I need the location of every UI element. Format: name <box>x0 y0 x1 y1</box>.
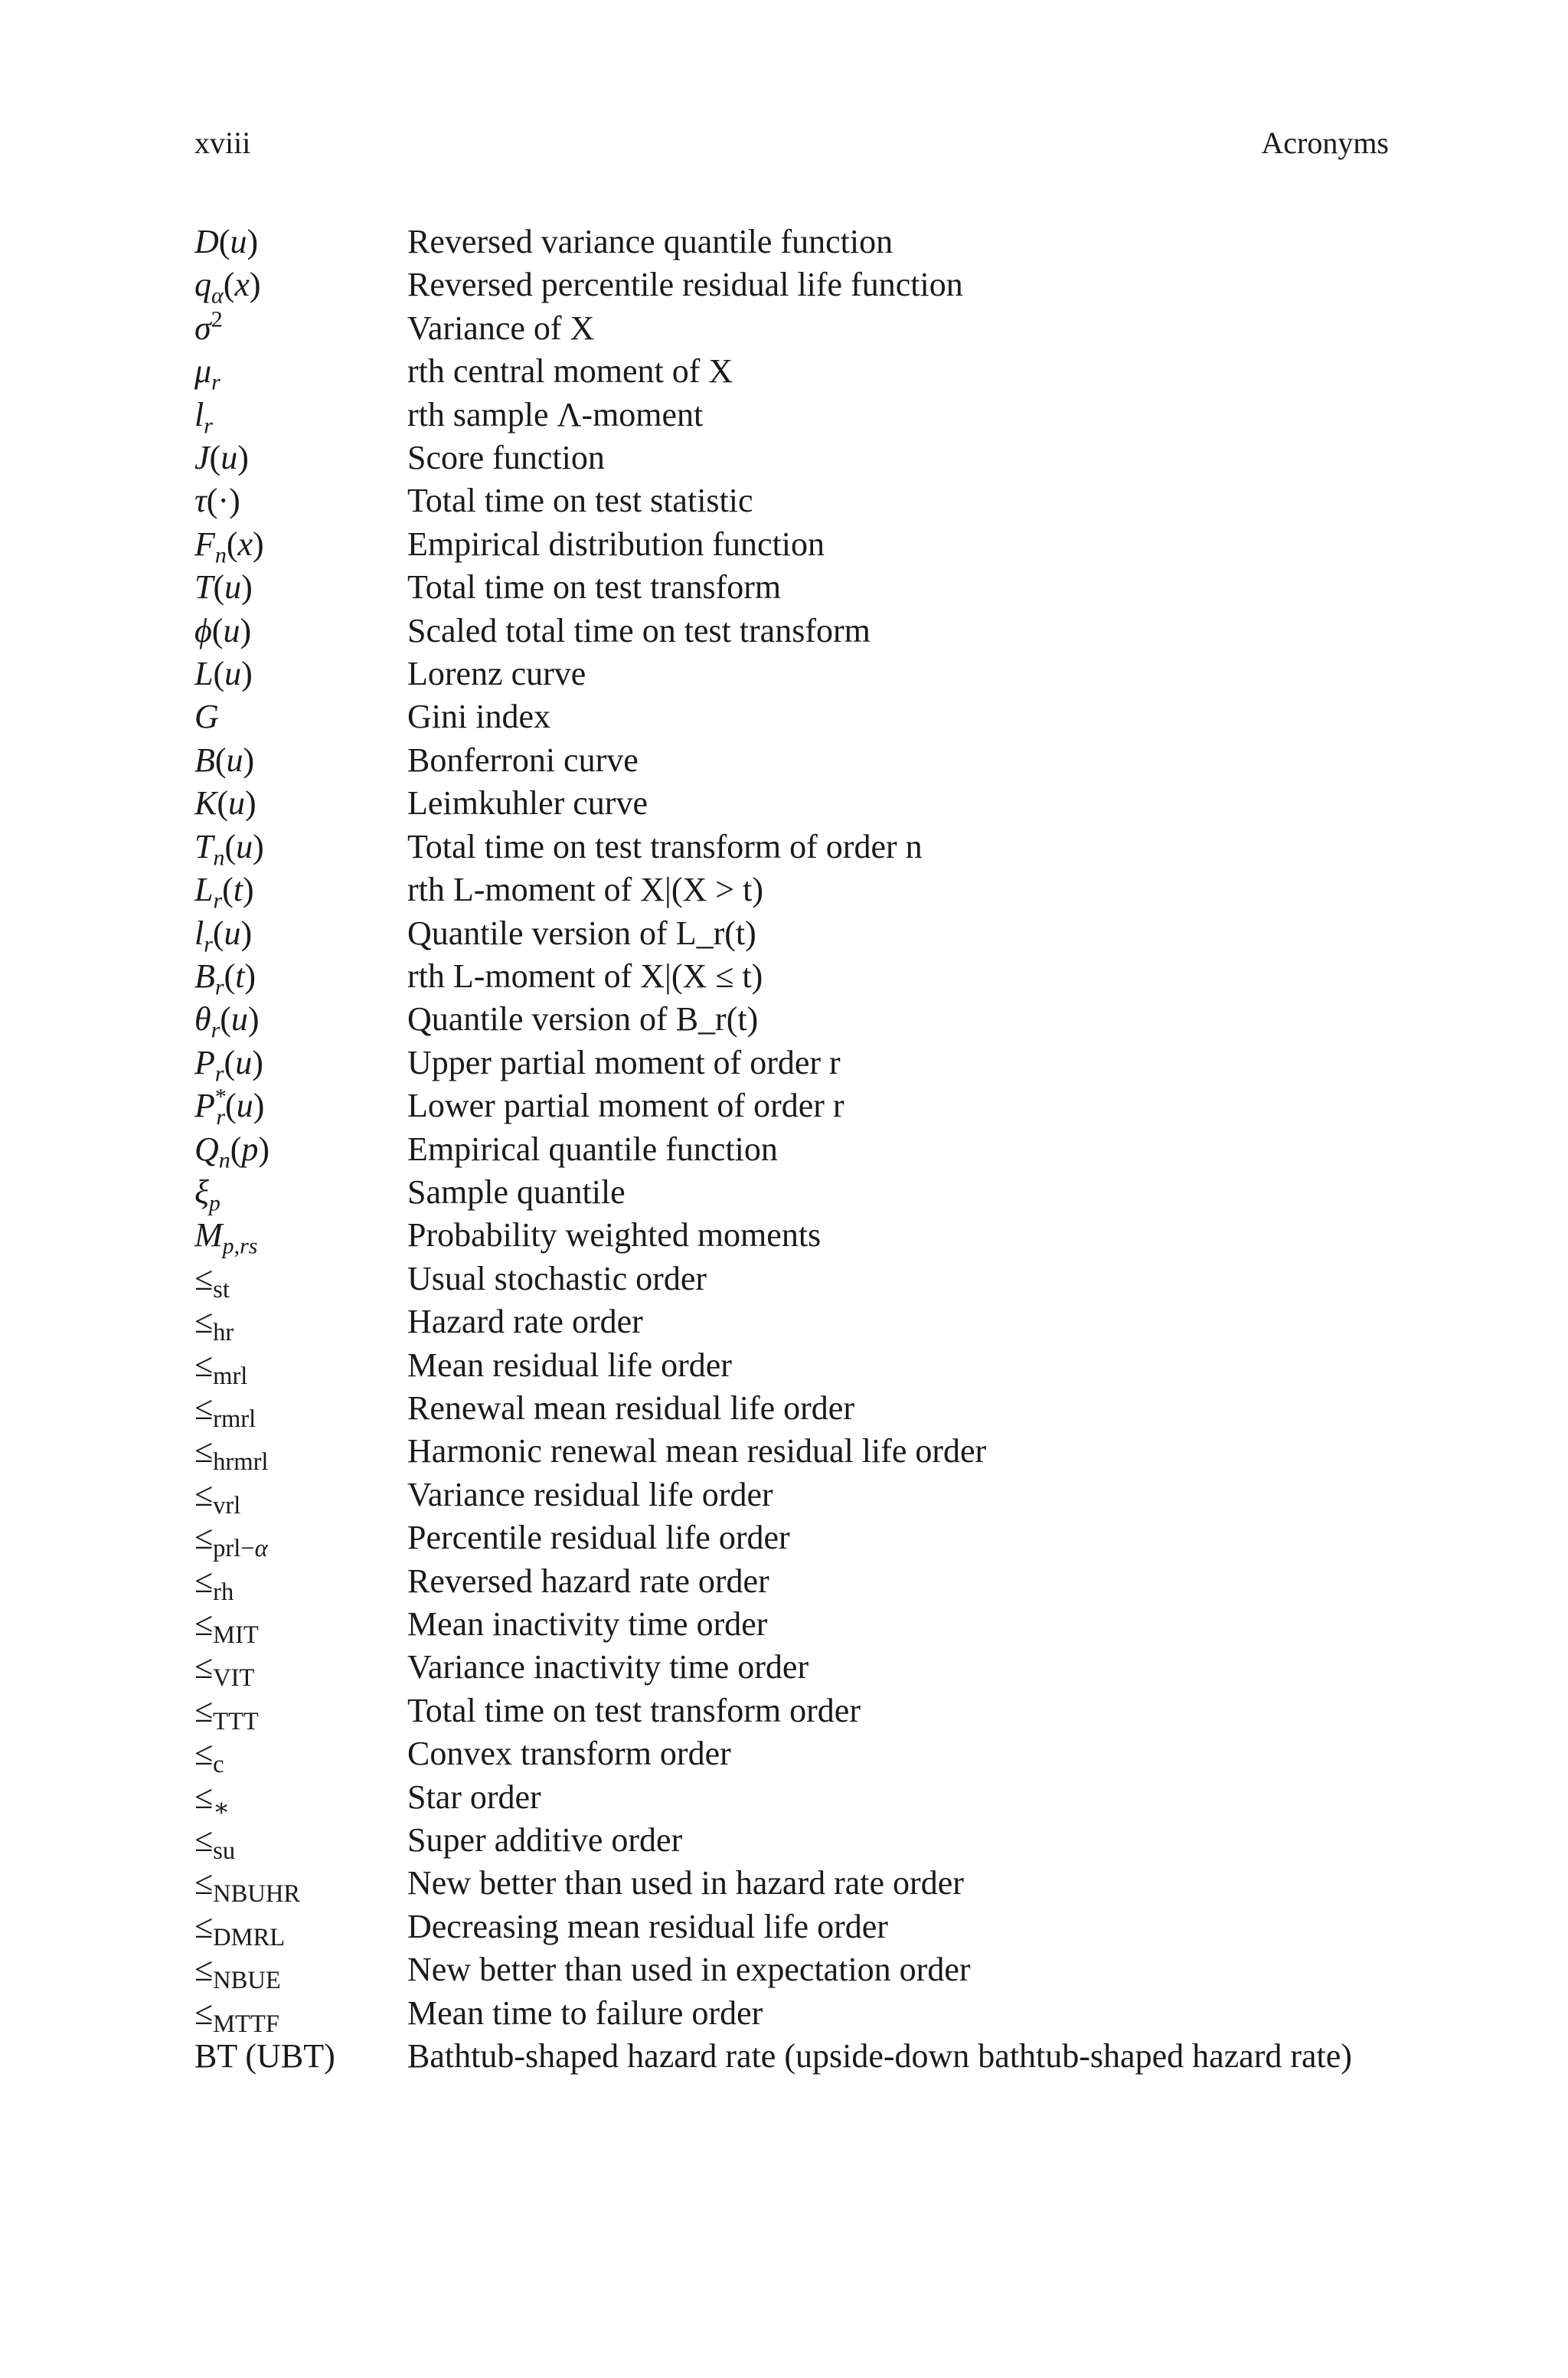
symbol: $\le_{DMRL}$ <box>194 1907 286 1951</box>
description: Mean time to failure order <box>407 1994 763 2032</box>
list-item <box>194 479 1389 522</box>
symbol: ϕ(u) <box>194 611 252 649</box>
list-item <box>194 868 1389 914</box>
description: Variance of X <box>407 309 595 347</box>
description: Quantile version of B_r(t) <box>407 1000 759 1039</box>
description: Harmonic renewal mean residual life order <box>407 1432 987 1470</box>
symbol: $P^*_r(u)$ <box>194 1084 265 1130</box>
description: rth central moment of X <box>407 352 733 391</box>
description: Quantile version of L_r(t) <box>407 914 756 952</box>
list-item <box>194 695 1389 738</box>
description: Total time on test transform of order n <box>407 827 923 865</box>
description: Hazard rate order <box>407 1303 643 1341</box>
description: Reversed percentile residual life function <box>407 266 963 304</box>
list-item <box>194 1258 1389 1303</box>
symbol: $\le_{su}$ <box>194 1821 236 1865</box>
symbol: $B_r(t)$ <box>194 957 256 1000</box>
list-item <box>194 1084 1389 1130</box>
symbol: BT (UBT) <box>194 2037 335 2075</box>
description: Total time on test statistic <box>407 482 753 520</box>
list-item <box>194 1344 1389 1390</box>
description: Mean residual life order <box>407 1346 732 1384</box>
symbol: $l_r(u)$ <box>194 914 253 957</box>
description: Usual stochastic order <box>407 1259 707 1297</box>
description: Convex transform order <box>407 1735 731 1773</box>
symbol: D(u) <box>194 223 259 260</box>
description: Leimkuhler curve <box>407 784 648 823</box>
page-header <box>194 124 1389 162</box>
list-item <box>194 437 1389 479</box>
symbol: τ(·) <box>194 482 240 520</box>
list-item <box>194 566 1389 609</box>
list-item <box>194 1516 1389 1562</box>
list-item <box>194 1128 1389 1171</box>
symbol: $\le_{NBUHR}$ <box>194 1864 301 1909</box>
list-item <box>194 1214 1389 1257</box>
list-item <box>194 826 1389 871</box>
description: Sample quantile <box>407 1173 626 1211</box>
list-item <box>194 1171 1389 1214</box>
description: Score function <box>407 439 605 477</box>
list-item <box>194 307 1389 350</box>
description: Reversed variance quantile function <box>407 223 893 260</box>
list-item <box>194 998 1389 1041</box>
symbol: T(u) <box>194 568 253 607</box>
list-item <box>194 523 1389 566</box>
list-item <box>194 610 1389 653</box>
description: Super additive order <box>407 1821 683 1860</box>
list-item <box>194 653 1389 695</box>
list-item <box>194 1862 1389 1909</box>
symbol: $\le_{hr}$ <box>194 1303 234 1346</box>
symbol: $\le_{rmrl}$ <box>194 1389 256 1433</box>
description: New better than used in hazard rate order <box>407 1864 964 1902</box>
running-head-title: Acronyms <box>1261 126 1389 160</box>
list-item <box>194 1732 1389 1778</box>
symbol: $\le_{st}$ <box>194 1259 230 1303</box>
symbol: B(u) <box>194 741 255 779</box>
symbol: $\sigma^2$ <box>194 306 223 347</box>
description: Bonferroni curve <box>407 741 639 779</box>
symbol: $M_{p,rs}$ <box>194 1216 258 1259</box>
description: Empirical distribution function <box>407 525 825 563</box>
list-item <box>194 1689 1389 1735</box>
list-item <box>194 1430 1389 1477</box>
list-item <box>194 912 1389 955</box>
list-item <box>194 2035 1389 2078</box>
list-item <box>194 1603 1389 1649</box>
description: Variance residual life order <box>407 1475 773 1513</box>
description: Total time on test transform order <box>407 1691 861 1729</box>
symbol: $\le_{hrmrl}$ <box>194 1432 269 1477</box>
symbol: $\le_{MIT}$ <box>194 1605 259 1649</box>
description: Empirical quantile function <box>407 1130 778 1168</box>
description: Variance inactivity time order <box>407 1648 809 1686</box>
list-item <box>194 1387 1389 1433</box>
symbol: $\theta_r(u)$ <box>194 1000 260 1043</box>
description: Percentile residual life order <box>407 1519 790 1557</box>
symbol: $l_r$ <box>194 395 213 439</box>
description: Star order <box>407 1778 541 1816</box>
description: Bathtub-shaped hazard rate (upside-down bathtub-shaped hazard rate) <box>407 2037 1352 2075</box>
description: Renewal mean residual life order <box>407 1389 854 1427</box>
list-item <box>194 955 1389 998</box>
description: Probability weighted moments <box>407 1216 822 1254</box>
list-item <box>194 1948 1389 1995</box>
list-item <box>194 1992 1389 2038</box>
symbol: $\le_{VIT}$ <box>194 1648 255 1693</box>
description: Upper partial moment of order r <box>407 1043 841 1081</box>
description: Reversed hazard rate order <box>407 1562 769 1600</box>
symbol: $F_n(x)$ <box>194 525 264 568</box>
description: rth L-moment of X|(X > t) <box>407 871 763 909</box>
symbol: $\le_{rh}$ <box>194 1562 234 1606</box>
symbol: $\le_{vrl}$ <box>194 1475 241 1519</box>
symbol: L(u) <box>194 655 253 693</box>
symbol: $\mu_r$ <box>194 352 220 395</box>
list-item <box>194 1905 1389 1951</box>
list-item <box>194 263 1389 309</box>
symbol: $\le_{mrl}$ <box>194 1346 248 1390</box>
description: Decreasing mean residual life order <box>407 1907 888 1945</box>
description: Lorenz curve <box>407 655 586 693</box>
symbol: $q_\alpha(x)$ <box>194 266 261 309</box>
description: Lower partial moment of order r <box>407 1087 844 1125</box>
description: Scaled total time on test transform <box>407 611 871 649</box>
description: Mean inactivity time order <box>407 1605 768 1643</box>
list-item <box>194 1042 1389 1087</box>
list-item <box>194 1474 1389 1519</box>
list-item <box>194 1300 1389 1346</box>
description: rth sample Λ-moment <box>407 395 704 433</box>
symbol: $P_r(u)$ <box>194 1043 263 1087</box>
symbol: $T_n(u)$ <box>194 827 264 871</box>
symbol: $Q_n(p)$ <box>194 1130 270 1173</box>
list-item <box>194 1819 1389 1865</box>
description: Total time on test transform <box>407 568 782 607</box>
symbol: $L_r(t)$ <box>194 871 254 914</box>
symbol: $\le_{TTT}$ <box>194 1691 259 1735</box>
list-item <box>194 221 1389 263</box>
page-number: xviii <box>194 126 251 160</box>
list-item <box>194 782 1389 825</box>
symbol: G <box>194 698 219 736</box>
symbol: $\le_{MTTF}$ <box>194 1994 279 2038</box>
description: rth L-moment of X|(X ≤ t) <box>407 957 763 995</box>
symbol: K(u) <box>194 784 256 823</box>
description: Gini index <box>407 698 550 736</box>
symbol: $\xi_p$ <box>194 1173 220 1216</box>
acronym-list <box>194 221 1389 2078</box>
list-item <box>194 1646 1389 1693</box>
list-item <box>194 1776 1389 1822</box>
symbol: $\le_c$ <box>194 1735 224 1778</box>
symbol: J(u) <box>194 439 249 477</box>
symbol: $\le_∗$ <box>194 1778 230 1822</box>
list-item <box>194 350 1389 393</box>
list-item <box>194 1560 1389 1606</box>
description: New better than used in expectation order <box>407 1951 971 1989</box>
list-item <box>194 394 1389 437</box>
symbol: $\le_{prl-\alpha}$ <box>194 1519 268 1562</box>
symbol: $\le_{NBUE}$ <box>194 1951 281 1995</box>
list-item <box>194 739 1389 782</box>
